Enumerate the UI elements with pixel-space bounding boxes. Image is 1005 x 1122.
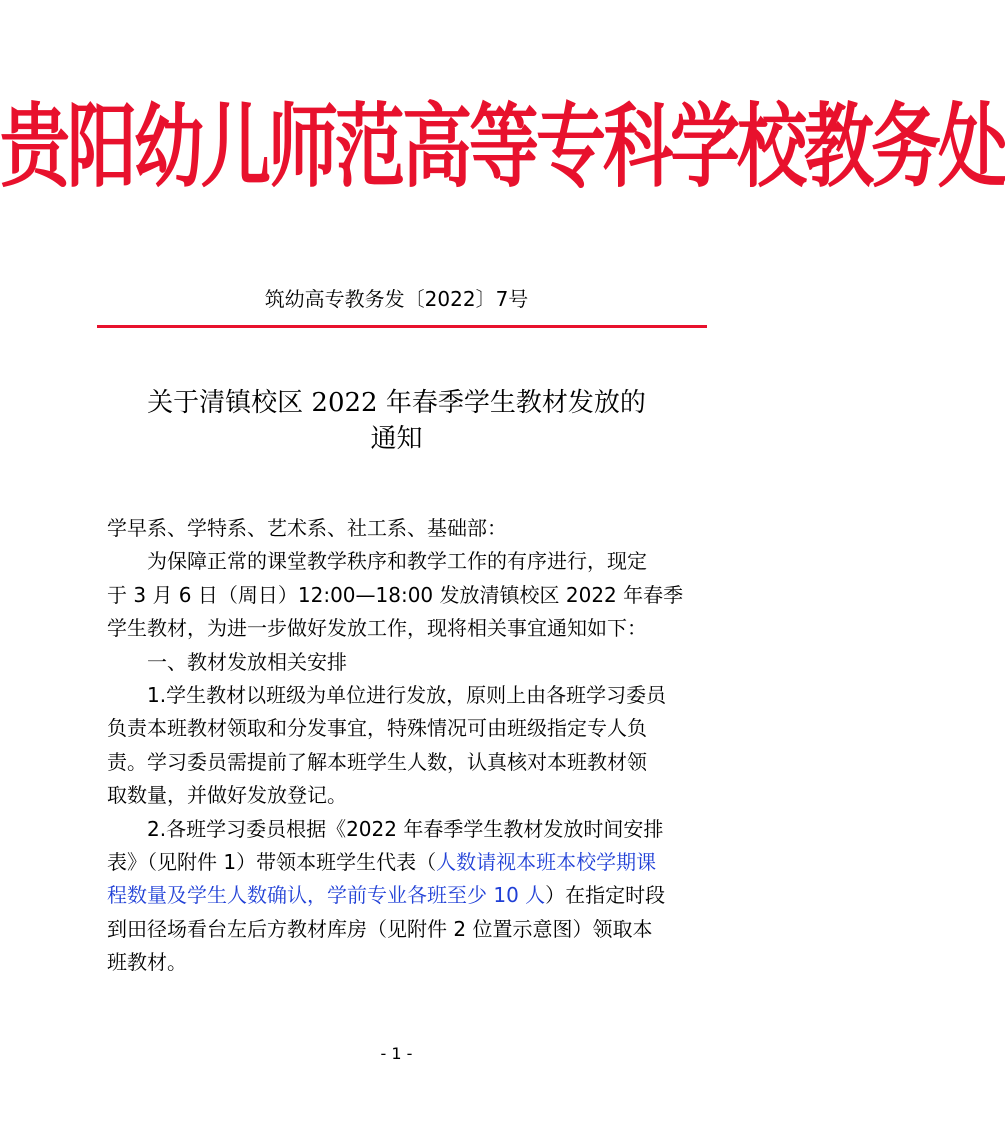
intro-line-1: 为保障正常的课堂教学秩序和教学工作的有序进行，现定: [147, 549, 647, 574]
item2-line-3-highlight: 程数量及学生人数确认，学前专业各班至少 10 人: [107, 883, 546, 908]
notice-title-line-1: 关于清镇校区 2022 年春季学生教材发放的: [147, 388, 646, 418]
intro-line-3: 学生教材，为进一步做好发放工作，现将相关事宜通知如下：: [107, 616, 647, 641]
item1-line-3: 责。学习委员需提前了解本班学生人数，认真核对本班教材领: [107, 749, 647, 774]
item2-line-2-text: 表》（见附件 1）带领本班学生代表（: [107, 849, 437, 874]
addressee-line: 学早系、学特系、艺术系、社工系、基础部：: [107, 516, 507, 540]
item1-line-1: 1.学生教材以班级为单位进行发放，原则上由各班学习委员: [147, 682, 667, 707]
item2-line-1: 2.各班学习委员根据《2022 年春季学生教材发放时间安排: [147, 816, 664, 841]
item2-line-2-highlight: 人数请视本班本校学期课: [436, 849, 657, 874]
item1-line-2: 负责本班教材领取和分发事宜，特殊情况可由班级指定专人负: [107, 716, 647, 741]
document-number: 筑幼高专教务发〔2022〕7号: [264, 287, 529, 311]
item2-line-2: [107, 846, 707, 879]
item1-line-4: 取数量，并做好发放登记。: [107, 783, 347, 808]
red-divider-rule: [97, 325, 707, 328]
page-number: - 1 -: [380, 1044, 413, 1063]
notice-title: [110, 385, 683, 457]
section-heading-1: 一、教材发放相关安排: [147, 649, 347, 674]
item2-line-3-text: ）在指定时段: [545, 883, 666, 908]
notice-title-line-2: 通知: [370, 424, 423, 454]
intro-line-2: 于 3 月 6 日（周日）12:00—18:00 发放清镇校区 2022 年春季: [107, 582, 684, 607]
item2-line-4: 到田径场看台左后方教材库房（见附件 2 位置示意图）领取本: [107, 916, 653, 941]
issuer-header-title: 贵阳幼儿师范高等专科学校教务处: [0, 93, 1005, 200]
item2-line-3: [107, 879, 707, 912]
item2-line-5: 班教材。: [107, 950, 187, 975]
notice-body: [107, 512, 707, 979]
